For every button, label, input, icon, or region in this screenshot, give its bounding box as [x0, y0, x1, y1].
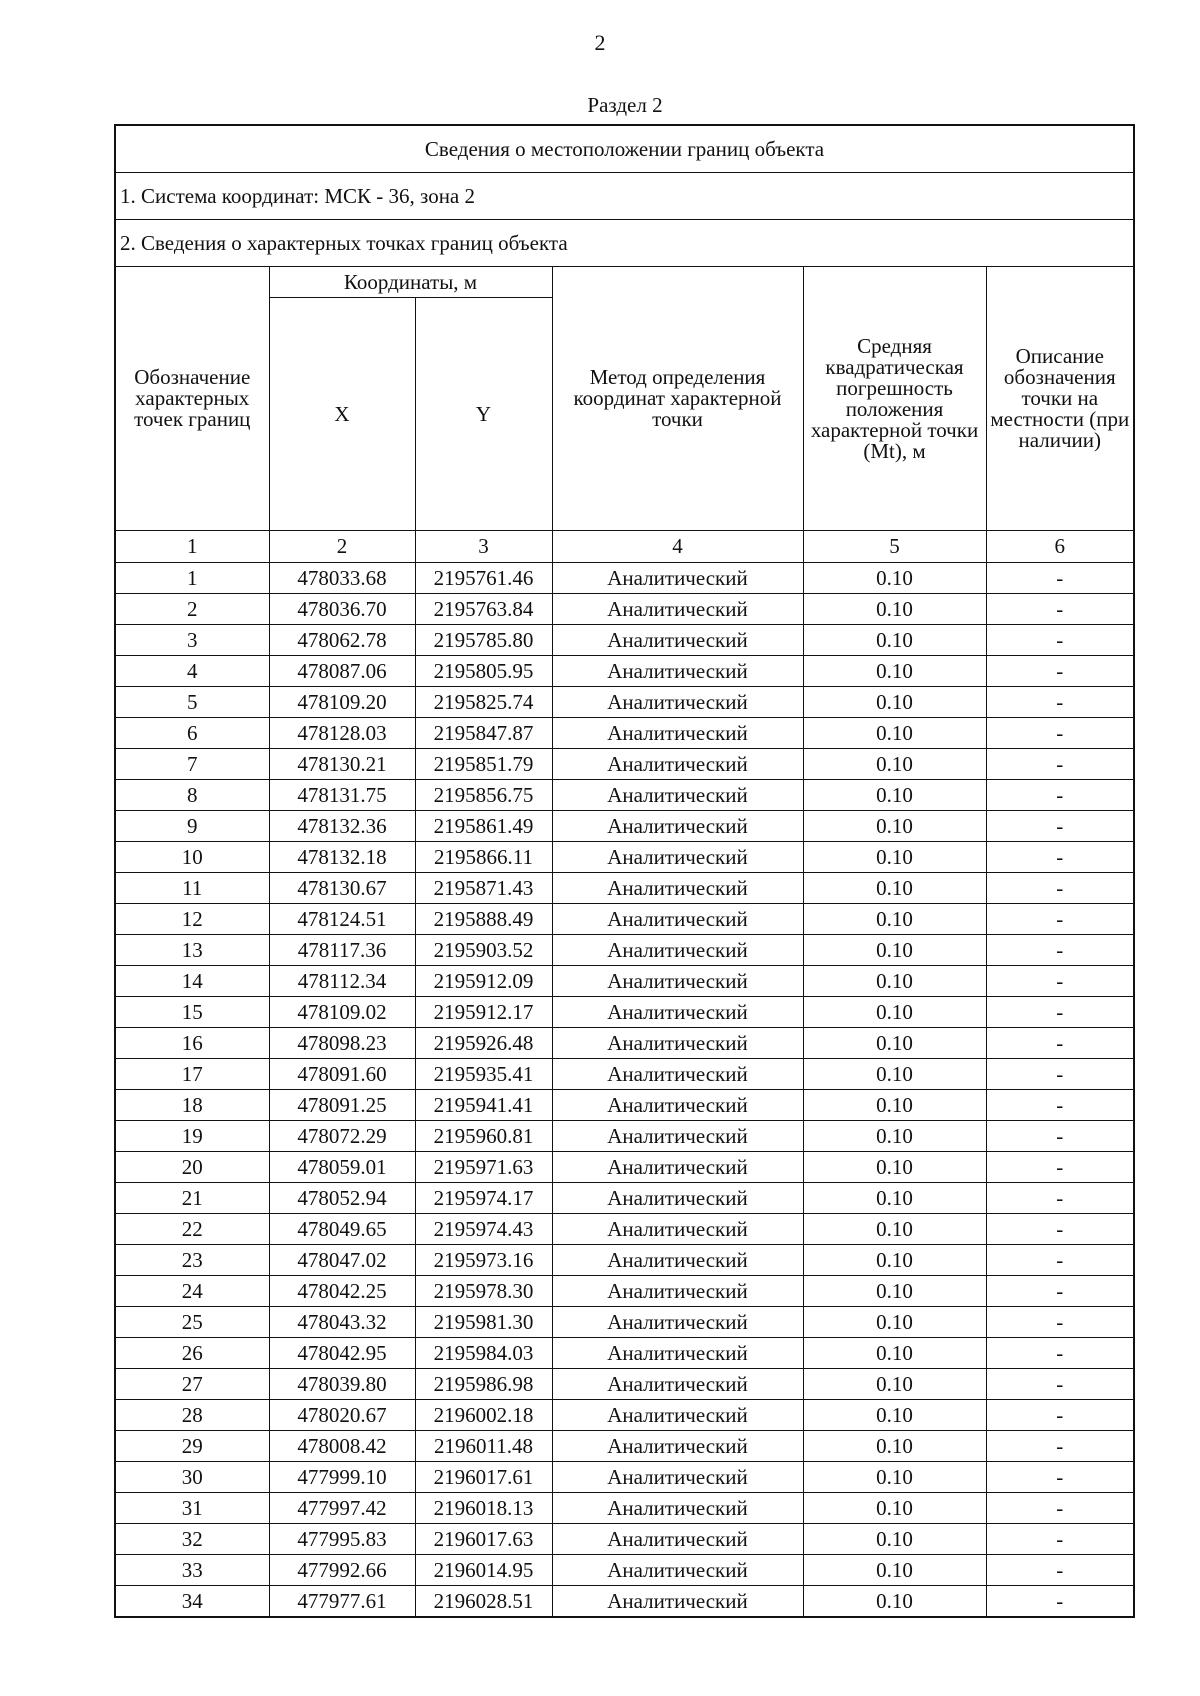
point-number-cell: 33 — [115, 1555, 269, 1586]
method-cell: Аналитический — [552, 1183, 803, 1214]
table-row — [115, 1524, 1134, 1555]
x-coordinate-cell: 478128.03 — [269, 718, 415, 749]
coordinate-system: 1. Система координат: МСК - 36, зона 2 — [115, 173, 1134, 220]
y-coordinate-cell: 2195971.63 — [415, 1152, 552, 1183]
x-coordinate-cell: 478059.01 — [269, 1152, 415, 1183]
accuracy-cell: 0.10 — [803, 718, 986, 749]
description-cell: - — [986, 1307, 1134, 1338]
y-coordinate-cell: 2195888.49 — [415, 904, 552, 935]
header-x: X — [269, 298, 415, 531]
table-title: Сведения о местоположении границ объекта — [115, 125, 1134, 173]
x-coordinate-cell: 478091.60 — [269, 1059, 415, 1090]
y-coordinate-cell: 2195941.41 — [415, 1090, 552, 1121]
point-number-cell: 20 — [115, 1152, 269, 1183]
point-number-cell: 32 — [115, 1524, 269, 1555]
column-number: 5 — [803, 531, 986, 563]
y-coordinate-cell: 2195978.30 — [415, 1276, 552, 1307]
point-number-cell: 17 — [115, 1059, 269, 1090]
accuracy-cell: 0.10 — [803, 1090, 986, 1121]
x-coordinate-cell: 478072.29 — [269, 1121, 415, 1152]
y-coordinate-cell: 2196017.63 — [415, 1524, 552, 1555]
accuracy-cell: 0.10 — [803, 656, 986, 687]
y-coordinate-cell: 2195805.95 — [415, 656, 552, 687]
y-coordinate-cell: 2195926.48 — [415, 1028, 552, 1059]
section-label: Раздел 2 — [587, 93, 663, 117]
table-row — [115, 997, 1134, 1028]
x-coordinate-cell: 478042.25 — [269, 1276, 415, 1307]
point-number-cell: 18 — [115, 1090, 269, 1121]
point-number-cell: 23 — [115, 1245, 269, 1276]
accuracy-cell: 0.10 — [803, 1462, 986, 1493]
method-cell: Аналитический — [552, 594, 803, 625]
x-coordinate-cell: 478117.36 — [269, 935, 415, 966]
description-cell: - — [986, 1586, 1134, 1618]
accuracy-cell: 0.10 — [803, 780, 986, 811]
table-row — [115, 935, 1134, 966]
accuracy-cell: 0.10 — [803, 594, 986, 625]
x-coordinate-cell: 478062.78 — [269, 625, 415, 656]
table-row — [115, 1400, 1134, 1431]
y-coordinate-cell: 2195984.03 — [415, 1338, 552, 1369]
table-row — [115, 563, 1134, 594]
accuracy-cell: 0.10 — [803, 1369, 986, 1400]
header-coordinates: Координаты, м — [269, 267, 552, 298]
table-row — [115, 749, 1134, 780]
description-cell: - — [986, 1524, 1134, 1555]
method-cell: Аналитический — [552, 811, 803, 842]
y-coordinate-cell: 2195856.75 — [415, 780, 552, 811]
x-coordinate-cell: 478131.75 — [269, 780, 415, 811]
table-row — [115, 1586, 1134, 1618]
point-number-cell: 19 — [115, 1121, 269, 1152]
method-cell: Аналитический — [552, 1400, 803, 1431]
x-coordinate-cell: 478052.94 — [269, 1183, 415, 1214]
accuracy-cell: 0.10 — [803, 1276, 986, 1307]
accuracy-cell: 0.10 — [803, 811, 986, 842]
x-coordinate-cell: 478047.02 — [269, 1245, 415, 1276]
method-cell: Аналитический — [552, 749, 803, 780]
point-number-cell: 24 — [115, 1276, 269, 1307]
description-cell: - — [986, 842, 1134, 873]
table-row — [115, 718, 1134, 749]
x-coordinate-cell: 478039.80 — [269, 1369, 415, 1400]
description-cell: - — [986, 1245, 1134, 1276]
header-row-1 — [115, 267, 1134, 298]
accuracy-cell: 0.10 — [803, 1121, 986, 1152]
point-number-cell: 25 — [115, 1307, 269, 1338]
y-coordinate-cell: 2195851.79 — [415, 749, 552, 780]
description-cell: - — [986, 780, 1134, 811]
y-coordinate-cell: 2195825.74 — [415, 687, 552, 718]
y-coordinate-cell: 2195866.11 — [415, 842, 552, 873]
method-cell: Аналитический — [552, 625, 803, 656]
x-coordinate-cell: 478008.42 — [269, 1431, 415, 1462]
y-coordinate-cell: 2195912.17 — [415, 997, 552, 1028]
table-row — [115, 1028, 1134, 1059]
description-cell: - — [986, 1462, 1134, 1493]
point-number-cell: 22 — [115, 1214, 269, 1245]
header-point-designation: Обозначение характерных точек границ — [115, 267, 269, 531]
x-coordinate-cell: 478049.65 — [269, 1214, 415, 1245]
y-coordinate-cell: 2195785.80 — [415, 625, 552, 656]
x-coordinate-cell: 478042.95 — [269, 1338, 415, 1369]
description-cell: - — [986, 1431, 1134, 1462]
point-number-cell: 15 — [115, 997, 269, 1028]
method-cell: Аналитический — [552, 904, 803, 935]
accuracy-cell: 0.10 — [803, 687, 986, 718]
x-coordinate-cell: 478109.02 — [269, 997, 415, 1028]
description-cell: - — [986, 1400, 1134, 1431]
description-cell: - — [986, 1338, 1134, 1369]
method-cell: Аналитический — [552, 997, 803, 1028]
accuracy-cell: 0.10 — [803, 1431, 986, 1462]
accuracy-cell: 0.10 — [803, 1493, 986, 1524]
y-coordinate-cell: 2195974.17 — [415, 1183, 552, 1214]
table-title-row — [115, 125, 1134, 173]
accuracy-cell: 0.10 — [803, 842, 986, 873]
description-cell: - — [986, 1028, 1134, 1059]
table-row — [115, 625, 1134, 656]
table-row — [115, 873, 1134, 904]
table-row — [115, 842, 1134, 873]
boundary-points-table — [114, 124, 1135, 1618]
accuracy-cell: 0.10 — [803, 1214, 986, 1245]
y-coordinate-cell: 2195763.84 — [415, 594, 552, 625]
method-cell: Аналитический — [552, 1152, 803, 1183]
method-cell: Аналитический — [552, 966, 803, 997]
description-cell: - — [986, 1121, 1134, 1152]
accuracy-cell: 0.10 — [803, 625, 986, 656]
table-row — [115, 594, 1134, 625]
method-cell: Аналитический — [552, 873, 803, 904]
x-coordinate-cell: 478036.70 — [269, 594, 415, 625]
accuracy-cell: 0.10 — [803, 1028, 986, 1059]
description-cell: - — [986, 1555, 1134, 1586]
table-row — [115, 1090, 1134, 1121]
point-number-cell: 16 — [115, 1028, 269, 1059]
description-cell: - — [986, 563, 1134, 594]
table-row — [115, 1431, 1134, 1462]
table-row — [115, 1245, 1134, 1276]
y-coordinate-cell: 2195903.52 — [415, 935, 552, 966]
header-accuracy: Средняя квадратическая погрешность положения характерной точки (Mt), м — [803, 267, 986, 531]
column-number: 2 — [269, 531, 415, 563]
column-number: 1 — [115, 531, 269, 563]
description-cell: - — [986, 1152, 1134, 1183]
method-cell: Аналитический — [552, 1555, 803, 1586]
description-cell: - — [986, 873, 1134, 904]
y-coordinate-cell: 2196014.95 — [415, 1555, 552, 1586]
method-cell: Аналитический — [552, 1121, 803, 1152]
description-cell: - — [986, 594, 1134, 625]
table-row — [115, 1555, 1134, 1586]
method-cell: Аналитический — [552, 1307, 803, 1338]
method-cell: Аналитический — [552, 1090, 803, 1121]
description-cell: - — [986, 966, 1134, 997]
table-row — [115, 1307, 1134, 1338]
method-cell: Аналитический — [552, 935, 803, 966]
method-cell: Аналитический — [552, 780, 803, 811]
column-number: 4 — [552, 531, 803, 563]
method-cell: Аналитический — [552, 718, 803, 749]
method-cell: Аналитический — [552, 1462, 803, 1493]
points-heading: 2. Сведения о характерных точках границ объекта — [115, 220, 1134, 267]
point-number-cell: 5 — [115, 687, 269, 718]
table-row — [115, 1152, 1134, 1183]
description-cell: - — [986, 1276, 1134, 1307]
point-number-cell: 2 — [115, 594, 269, 625]
method-cell: Аналитический — [552, 1369, 803, 1400]
description-cell: - — [986, 687, 1134, 718]
description-cell: - — [986, 1090, 1134, 1121]
method-cell: Аналитический — [552, 1059, 803, 1090]
description-cell: - — [986, 1493, 1134, 1524]
method-cell: Аналитический — [552, 1245, 803, 1276]
x-coordinate-cell: 477992.66 — [269, 1555, 415, 1586]
accuracy-cell: 0.10 — [803, 563, 986, 594]
point-number-cell: 8 — [115, 780, 269, 811]
header-description: Описание обозначения точки на местности (при наличии) — [986, 267, 1134, 531]
table-row — [115, 1183, 1134, 1214]
column-numbers-row — [115, 531, 1134, 563]
table-row — [115, 1369, 1134, 1400]
point-number-cell: 10 — [115, 842, 269, 873]
point-number-cell: 13 — [115, 935, 269, 966]
description-cell: - — [986, 811, 1134, 842]
method-cell: Аналитический — [552, 1586, 803, 1618]
x-coordinate-cell: 478098.23 — [269, 1028, 415, 1059]
y-coordinate-cell: 2196017.61 — [415, 1462, 552, 1493]
point-number-cell: 1 — [115, 563, 269, 594]
accuracy-cell: 0.10 — [803, 935, 986, 966]
point-number-cell: 26 — [115, 1338, 269, 1369]
accuracy-cell: 0.10 — [803, 1555, 986, 1586]
table-row — [115, 1276, 1134, 1307]
description-cell: - — [986, 749, 1134, 780]
method-cell: Аналитический — [552, 1214, 803, 1245]
x-coordinate-cell: 478020.67 — [269, 1400, 415, 1431]
y-coordinate-cell: 2195871.43 — [415, 873, 552, 904]
description-cell: - — [986, 1369, 1134, 1400]
x-coordinate-cell: 477997.42 — [269, 1493, 415, 1524]
description-cell: - — [986, 1059, 1134, 1090]
table-row — [115, 1059, 1134, 1090]
y-coordinate-cell: 2196011.48 — [415, 1431, 552, 1462]
method-cell: Аналитический — [552, 1493, 803, 1524]
accuracy-cell: 0.10 — [803, 966, 986, 997]
table-row — [115, 1493, 1134, 1524]
table-row — [115, 656, 1134, 687]
y-coordinate-cell: 2195974.43 — [415, 1214, 552, 1245]
description-cell: - — [986, 625, 1134, 656]
description-cell: - — [986, 1183, 1134, 1214]
method-cell: Аналитический — [552, 656, 803, 687]
y-coordinate-cell: 2196028.51 — [415, 1586, 552, 1618]
point-number-cell: 29 — [115, 1431, 269, 1462]
accuracy-cell: 0.10 — [803, 1338, 986, 1369]
point-number-cell: 28 — [115, 1400, 269, 1431]
points-heading-row — [115, 220, 1134, 267]
point-number-cell: 4 — [115, 656, 269, 687]
point-number-cell: 11 — [115, 873, 269, 904]
description-cell: - — [986, 1214, 1134, 1245]
point-number-cell: 27 — [115, 1369, 269, 1400]
accuracy-cell: 0.10 — [803, 1307, 986, 1338]
method-cell: Аналитический — [552, 687, 803, 718]
x-coordinate-cell: 478132.36 — [269, 811, 415, 842]
y-coordinate-cell: 2196002.18 — [415, 1400, 552, 1431]
method-cell: Аналитический — [552, 1276, 803, 1307]
method-cell: Аналитический — [552, 1338, 803, 1369]
x-coordinate-cell: 478087.06 — [269, 656, 415, 687]
point-number-cell: 6 — [115, 718, 269, 749]
y-coordinate-cell: 2195935.41 — [415, 1059, 552, 1090]
x-coordinate-cell: 478130.67 — [269, 873, 415, 904]
accuracy-cell: 0.10 — [803, 1524, 986, 1555]
point-number-cell: 31 — [115, 1493, 269, 1524]
accuracy-cell: 0.10 — [803, 1059, 986, 1090]
x-coordinate-cell: 478109.20 — [269, 687, 415, 718]
column-number: 6 — [986, 531, 1134, 563]
coordinate-system-row — [115, 173, 1134, 220]
y-coordinate-cell: 2195847.87 — [415, 718, 552, 749]
point-number-cell: 14 — [115, 966, 269, 997]
x-coordinate-cell: 478112.34 — [269, 966, 415, 997]
accuracy-cell: 0.10 — [803, 1183, 986, 1214]
table-row — [115, 966, 1134, 997]
table-row — [115, 1462, 1134, 1493]
point-number-cell: 7 — [115, 749, 269, 780]
x-coordinate-cell: 478033.68 — [269, 563, 415, 594]
table-row — [115, 811, 1134, 842]
x-coordinate-cell: 478130.21 — [269, 749, 415, 780]
accuracy-cell: 0.10 — [803, 904, 986, 935]
point-number-cell: 12 — [115, 904, 269, 935]
table-row — [115, 1121, 1134, 1152]
table-row — [115, 1338, 1134, 1369]
description-cell: - — [986, 718, 1134, 749]
x-coordinate-cell: 478043.32 — [269, 1307, 415, 1338]
x-coordinate-cell: 477999.10 — [269, 1462, 415, 1493]
description-cell: - — [986, 997, 1134, 1028]
point-number-cell: 30 — [115, 1462, 269, 1493]
method-cell: Аналитический — [552, 1028, 803, 1059]
x-coordinate-cell: 478091.25 — [269, 1090, 415, 1121]
point-number-cell: 21 — [115, 1183, 269, 1214]
accuracy-cell: 0.10 — [803, 1245, 986, 1276]
x-coordinate-cell: 477995.83 — [269, 1524, 415, 1555]
point-number-cell: 3 — [115, 625, 269, 656]
x-coordinate-cell: 477977.61 — [269, 1586, 415, 1618]
point-number-cell: 34 — [115, 1586, 269, 1618]
table-row — [115, 780, 1134, 811]
y-coordinate-cell: 2195981.30 — [415, 1307, 552, 1338]
x-coordinate-cell: 478124.51 — [269, 904, 415, 935]
y-coordinate-cell: 2195986.98 — [415, 1369, 552, 1400]
accuracy-cell: 0.10 — [803, 997, 986, 1028]
x-coordinate-cell: 478132.18 — [269, 842, 415, 873]
accuracy-cell: 0.10 — [803, 1586, 986, 1618]
y-coordinate-cell: 2195973.16 — [415, 1245, 552, 1276]
table-row — [115, 1214, 1134, 1245]
method-cell: Аналитический — [552, 842, 803, 873]
header-method: Метод определения координат характерной точки — [552, 267, 803, 531]
method-cell: Аналитический — [552, 1431, 803, 1462]
y-coordinate-cell: 2195761.46 — [415, 563, 552, 594]
header-y: Y — [415, 298, 552, 531]
accuracy-cell: 0.10 — [803, 1400, 986, 1431]
method-cell: Аналитический — [552, 563, 803, 594]
table-row — [115, 904, 1134, 935]
point-number-cell: 9 — [115, 811, 269, 842]
accuracy-cell: 0.10 — [803, 749, 986, 780]
y-coordinate-cell: 2195912.09 — [415, 966, 552, 997]
description-cell: - — [986, 935, 1134, 966]
table-row — [115, 687, 1134, 718]
column-number: 3 — [415, 531, 552, 563]
description-cell: - — [986, 904, 1134, 935]
accuracy-cell: 0.10 — [803, 1152, 986, 1183]
description-cell: - — [986, 656, 1134, 687]
y-coordinate-cell: 2196018.13 — [415, 1493, 552, 1524]
page-number: 2 — [594, 30, 606, 55]
method-cell: Аналитический — [552, 1524, 803, 1555]
accuracy-cell: 0.10 — [803, 873, 986, 904]
y-coordinate-cell: 2195861.49 — [415, 811, 552, 842]
y-coordinate-cell: 2195960.81 — [415, 1121, 552, 1152]
